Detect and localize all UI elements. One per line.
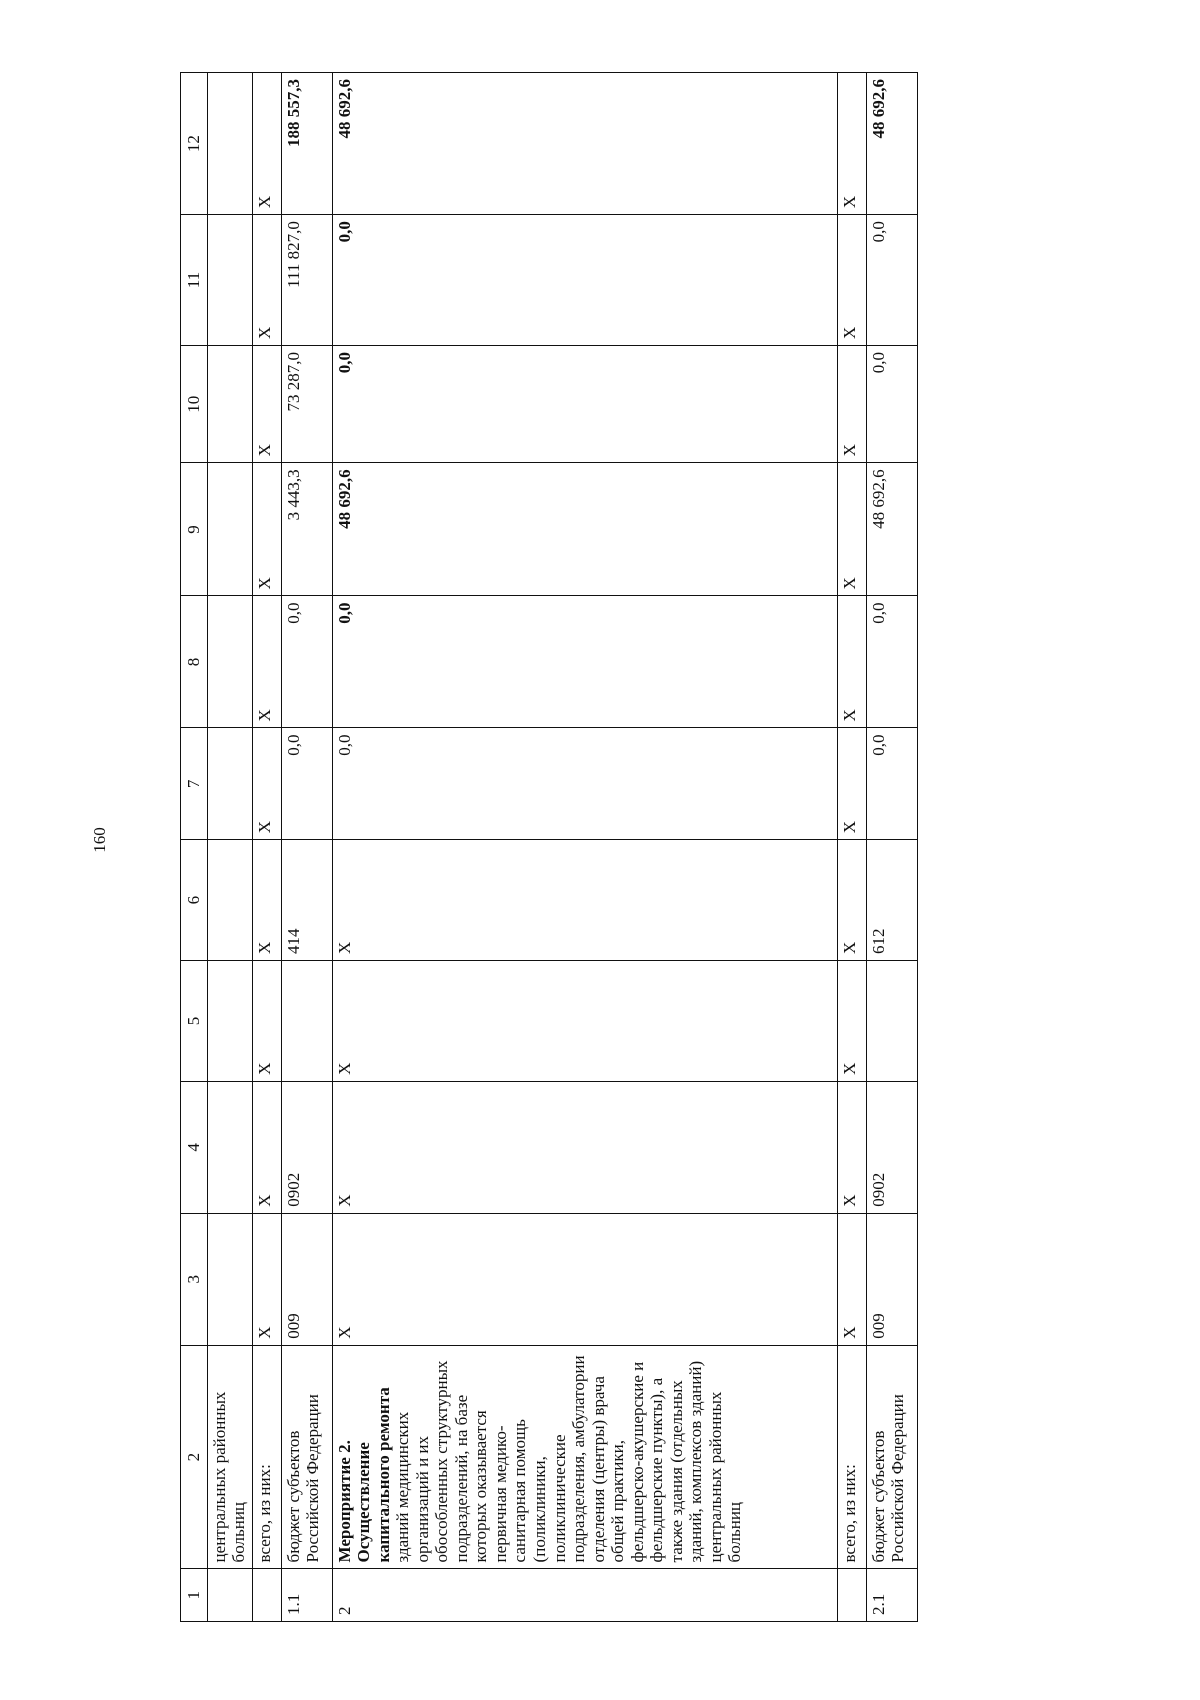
- cell: 0,0: [281, 728, 332, 840]
- cell: 0,0: [332, 596, 837, 728]
- table-row: [866, 73, 917, 1622]
- cell: X: [252, 1213, 281, 1345]
- cell: 414: [281, 840, 332, 961]
- cell: X: [252, 728, 281, 840]
- cell-number: [837, 1569, 866, 1622]
- column-number: 3: [181, 1213, 208, 1345]
- column-number: 4: [181, 1081, 208, 1213]
- cell: X: [252, 73, 281, 215]
- cell: X: [837, 961, 866, 1082]
- cell: X: [837, 728, 866, 840]
- cell-total: 48 692,6: [866, 73, 917, 215]
- cell-number: [207, 1569, 252, 1622]
- cell: 0,0: [866, 215, 917, 346]
- cell: 48 692,6: [332, 463, 837, 596]
- column-number: 5: [181, 961, 208, 1082]
- cell: [207, 840, 252, 961]
- cell: [281, 961, 332, 1082]
- cell-number: 2.1: [866, 1569, 917, 1622]
- cell: 009: [281, 1213, 332, 1345]
- column-number: 2: [181, 1345, 208, 1569]
- cell: X: [252, 1081, 281, 1213]
- cell: X: [837, 73, 866, 215]
- cell: [207, 1081, 252, 1213]
- cell-name: бюджет субъектов Российской Федерации: [866, 1345, 917, 1569]
- cell: [207, 215, 252, 346]
- cell: 3 443,3: [281, 463, 332, 596]
- cell: 0,0: [866, 596, 917, 728]
- column-number: 8: [181, 596, 208, 728]
- cell: X: [837, 1213, 866, 1345]
- page-number: 160: [90, 827, 109, 853]
- cell: [207, 73, 252, 215]
- column-number: 10: [181, 345, 208, 462]
- cell: [207, 596, 252, 728]
- cell: X: [837, 596, 866, 728]
- cell: X: [332, 1213, 837, 1345]
- cell: X: [837, 345, 866, 462]
- cell-total: 188 557,3: [281, 73, 332, 215]
- cell: X: [252, 345, 281, 462]
- cell: 73 287,0: [281, 345, 332, 462]
- cell: [207, 463, 252, 596]
- cell: 0902: [866, 1081, 917, 1213]
- rotated-table-container: [180, 72, 938, 1622]
- column-number: 6: [181, 840, 208, 961]
- column-number: 1: [181, 1569, 208, 1622]
- cell: X: [837, 215, 866, 346]
- cell: 0,0: [866, 345, 917, 462]
- table-row: [207, 73, 252, 1622]
- cell: X: [837, 840, 866, 961]
- cell: [207, 345, 252, 462]
- cell: X: [837, 1081, 866, 1213]
- activity-title: Мероприятие 2. Осуществление капитального ремонта: [334, 1387, 393, 1563]
- cell-name: центральных районных больниц: [207, 1345, 252, 1569]
- cell: X: [332, 961, 837, 1082]
- column-number-row: [181, 73, 208, 1622]
- cell: 0,0: [281, 596, 332, 728]
- cell-total: 48 692,6: [332, 73, 837, 215]
- cell: X: [252, 215, 281, 346]
- budget-table: [180, 72, 918, 1622]
- cell: X: [332, 840, 837, 961]
- cell: 111 827,0: [281, 215, 332, 346]
- cell: [866, 961, 917, 1082]
- table-row: [332, 73, 837, 1622]
- cell: [207, 961, 252, 1082]
- activity-description: зданий медицинских организаций и их обособленных структурных подразделений, на базе которых оказывается первичная медико-санитарная помощь (поликлиники, поликлинические подразделения, амбулатории отделения (центры) врача общей практики, фельдшерско-акушерские и фельдшерские пункты), а также здания (отдельных зданий, комплексов зданий) центральных районных больниц: [393, 1355, 745, 1563]
- cell-number: 2: [332, 1569, 837, 1622]
- cell-name: бюджет субъектов Российской Федерации: [281, 1345, 332, 1569]
- table-row: [837, 73, 866, 1622]
- cell: X: [332, 1081, 837, 1213]
- cell: X: [252, 961, 281, 1082]
- cell-name: всего, из них:: [252, 1345, 281, 1569]
- cell-number: 1.1: [281, 1569, 332, 1622]
- cell: 0,0: [332, 215, 837, 346]
- cell-name: всего, из них:: [837, 1345, 866, 1569]
- column-number: 11: [181, 215, 208, 346]
- cell: 612: [866, 840, 917, 961]
- cell: [207, 728, 252, 840]
- cell: 0,0: [332, 345, 837, 462]
- cell: X: [837, 463, 866, 596]
- table-row: [252, 73, 281, 1622]
- column-number: 9: [181, 463, 208, 596]
- cell: 009: [866, 1213, 917, 1345]
- column-number: 7: [181, 728, 208, 840]
- cell: 0,0: [332, 728, 837, 840]
- cell: X: [252, 463, 281, 596]
- table-row: [281, 73, 332, 1622]
- cell-name: [332, 1345, 837, 1569]
- cell-number: [252, 1569, 281, 1622]
- column-number: 12: [181, 73, 208, 215]
- cell: 0902: [281, 1081, 332, 1213]
- cell: 0,0: [866, 728, 917, 840]
- cell: X: [252, 596, 281, 728]
- cell: 48 692,6: [866, 463, 917, 596]
- cell: [207, 1213, 252, 1345]
- cell: X: [252, 840, 281, 961]
